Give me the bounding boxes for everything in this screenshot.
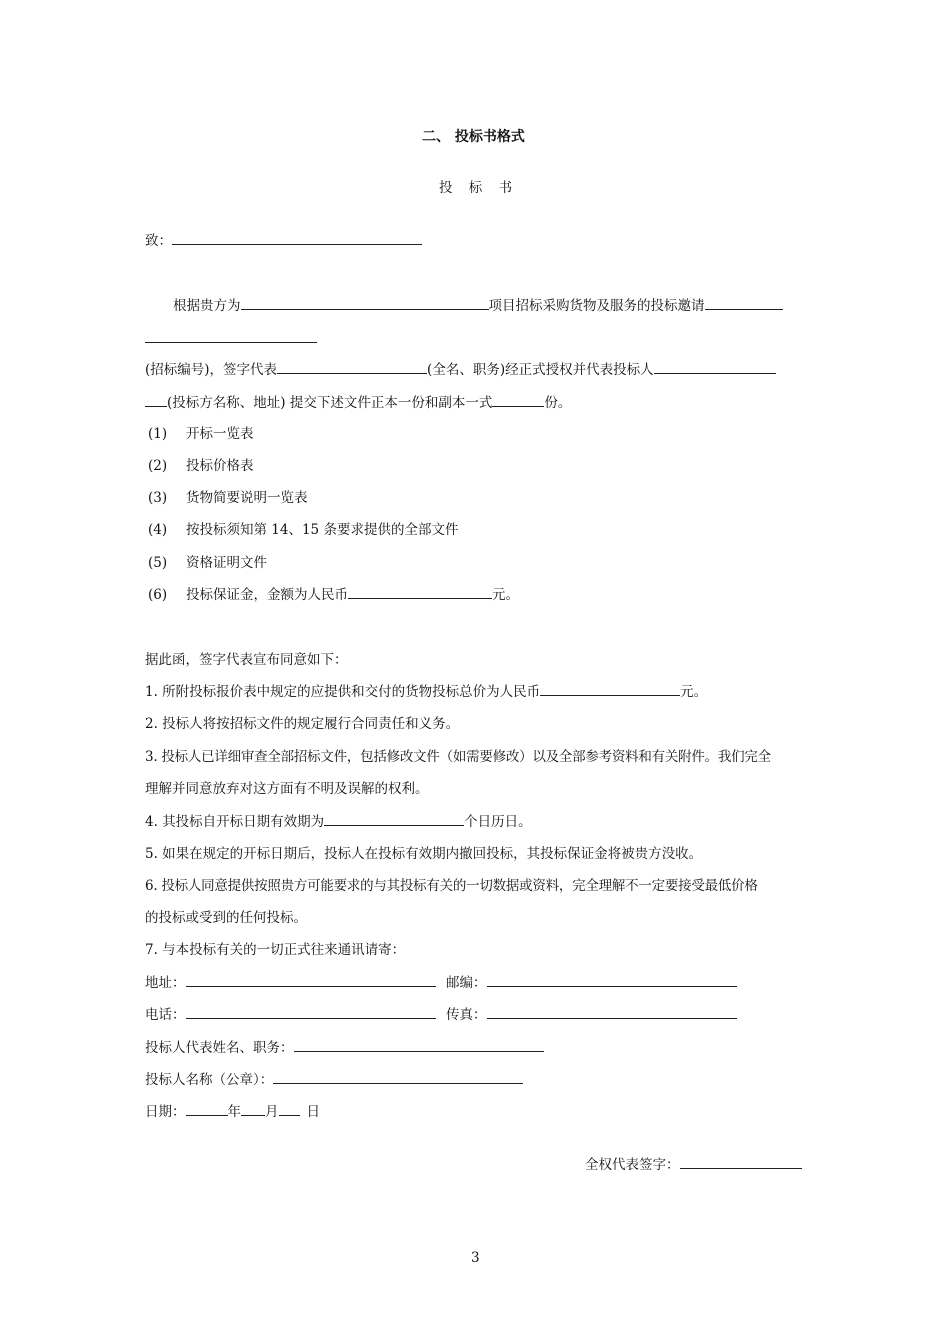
list-item-number: (5) [148, 555, 168, 571]
clause-5: 5. 如果在规定的开标日期后，投标人在投标有效期内撤回投标，其投标保证金将被贵方没收。 [145, 846, 703, 862]
bidder-name-label: 投标人名称（公章）： [145, 1072, 274, 1088]
date-row [145, 1103, 320, 1121]
rep-name-label: 投标人代表姓名、职务： [145, 1040, 294, 1056]
copies-blank[interactable] [492, 394, 544, 407]
list-item-number: (6) [148, 587, 168, 603]
para1-line2 [145, 330, 317, 348]
section-title: 二、 投标书格式 [422, 129, 525, 145]
tender-number-blank[interactable] [145, 330, 317, 343]
clause-4-suffix: 个日历日。 [464, 814, 532, 830]
para1-text-b: 项目招标采购货物及服务的投标邀请 [488, 298, 705, 314]
day-label: 日 [306, 1104, 320, 1120]
clause-6-line2: 的投标或受到的任何投标。 [145, 910, 307, 926]
clause-1 [145, 683, 707, 701]
bidder-blank-cont[interactable] [145, 394, 167, 407]
to-label: 致： [145, 233, 172, 249]
para1-line3 [145, 361, 776, 379]
to-line [145, 232, 422, 250]
bidder-name-row [145, 1071, 523, 1089]
declaration-intro: 据此函，签字代表宣布同意如下： [145, 652, 348, 668]
list-item-text: 按投标须知第 14、15 条要求提供的全部文件 [186, 522, 459, 538]
list-item [148, 457, 254, 475]
phone-field[interactable] [186, 1006, 436, 1019]
clause-4-text: 4. 其投标自开标日期有效期为 [145, 814, 325, 830]
para1-text-f: 份。 [544, 395, 572, 411]
address-field[interactable] [186, 974, 436, 987]
postcode-row [446, 974, 737, 992]
rep-name-field[interactable] [294, 1039, 544, 1052]
year-label: 年 [227, 1104, 241, 1120]
list-item-suffix: 元。 [492, 587, 519, 603]
postcode-field[interactable] [487, 974, 737, 987]
list-item-number: (3) [148, 490, 168, 506]
list-item [148, 521, 458, 539]
phone-label: 电话： [145, 1007, 186, 1023]
signature-field[interactable] [680, 1156, 802, 1169]
list-item [148, 489, 308, 507]
list-item-text: 货物简要说明一览表 [186, 490, 308, 506]
month-label: 月 [265, 1104, 279, 1120]
year-field[interactable] [186, 1103, 228, 1116]
list-item-text: 投标保证金，金额为人民币 [186, 587, 348, 603]
para1-text-a: 根据贵方为 [173, 298, 241, 314]
signature-row [585, 1156, 802, 1174]
clause-3-line1: 3. 投标人已详细审查全部招标文件，包括修改文件（如需要修改）以及全部参考资料和有关附件。我们完全 [145, 749, 771, 765]
bid-bond-amount-blank[interactable] [348, 586, 492, 599]
fax-field[interactable] [487, 1006, 737, 1019]
total-price-blank[interactable] [540, 683, 680, 696]
clause-2: 2. 投标人将按招标文件的规定履行合同责任和义务。 [145, 716, 460, 732]
bidder-name-field[interactable] [273, 1071, 523, 1084]
fax-label: 传真： [446, 1007, 487, 1023]
address-label: 地址： [145, 975, 186, 991]
rep-name-row [145, 1039, 544, 1057]
list-item-text: 资格证明文件 [186, 555, 267, 571]
list-item-number: (1) [148, 426, 168, 442]
document-title: 投 标 书 [439, 180, 519, 196]
recipient-blank[interactable] [172, 232, 422, 245]
invitation-blank[interactable] [705, 297, 783, 310]
clause-4 [145, 813, 532, 831]
month-field[interactable] [241, 1103, 265, 1116]
signatory-blank[interactable] [277, 361, 427, 374]
para1-text-d: (全名、职务)经正式授权并代表投标人 [427, 362, 654, 378]
para1-text-e: (投标方名称、地址) 提交下述文件正本一份和副本一式 [167, 395, 493, 411]
page-number: 3 [471, 1250, 480, 1266]
address-row [145, 974, 436, 992]
phone-row [145, 1006, 436, 1024]
clause-1-suffix: 元。 [680, 684, 708, 700]
fax-row [446, 1006, 737, 1024]
clause-3-line2: 理解并同意放弃对这方面有不明及误解的权利。 [145, 781, 429, 797]
list-item-text: 开标一览表 [186, 426, 254, 442]
para1-line1 [173, 297, 783, 315]
signature-label: 全权代表签字： [585, 1157, 680, 1173]
bidder-blank[interactable] [654, 361, 776, 374]
para1-text-c: (招标编号)，签字代表 [145, 362, 278, 378]
project-name-blank[interactable] [241, 297, 489, 310]
validity-days-blank[interactable] [324, 813, 464, 826]
list-item [148, 554, 267, 572]
list-item-number: (2) [148, 458, 168, 474]
clause-6-line1: 6. 投标人同意提供按照贵方可能要求的与其投标有关的一切数据或资料，完全理解不一定要接受最低价格 [145, 878, 758, 894]
list-item-number: (4) [148, 522, 168, 538]
para1-line4 [145, 394, 571, 412]
list-item [148, 425, 254, 443]
list-item-text: 投标价格表 [186, 458, 254, 474]
clause-7: 7. 与本投标有关的一切正式往来通讯请寄： [145, 942, 406, 958]
day-field[interactable] [279, 1103, 300, 1116]
postcode-label: 邮编： [446, 975, 487, 991]
clause-1-text: 1. 所附投标报价表中规定的应提供和交付的货物投标总价为人民币 [145, 684, 541, 700]
list-item [148, 586, 519, 604]
date-label: 日期： [145, 1104, 186, 1120]
